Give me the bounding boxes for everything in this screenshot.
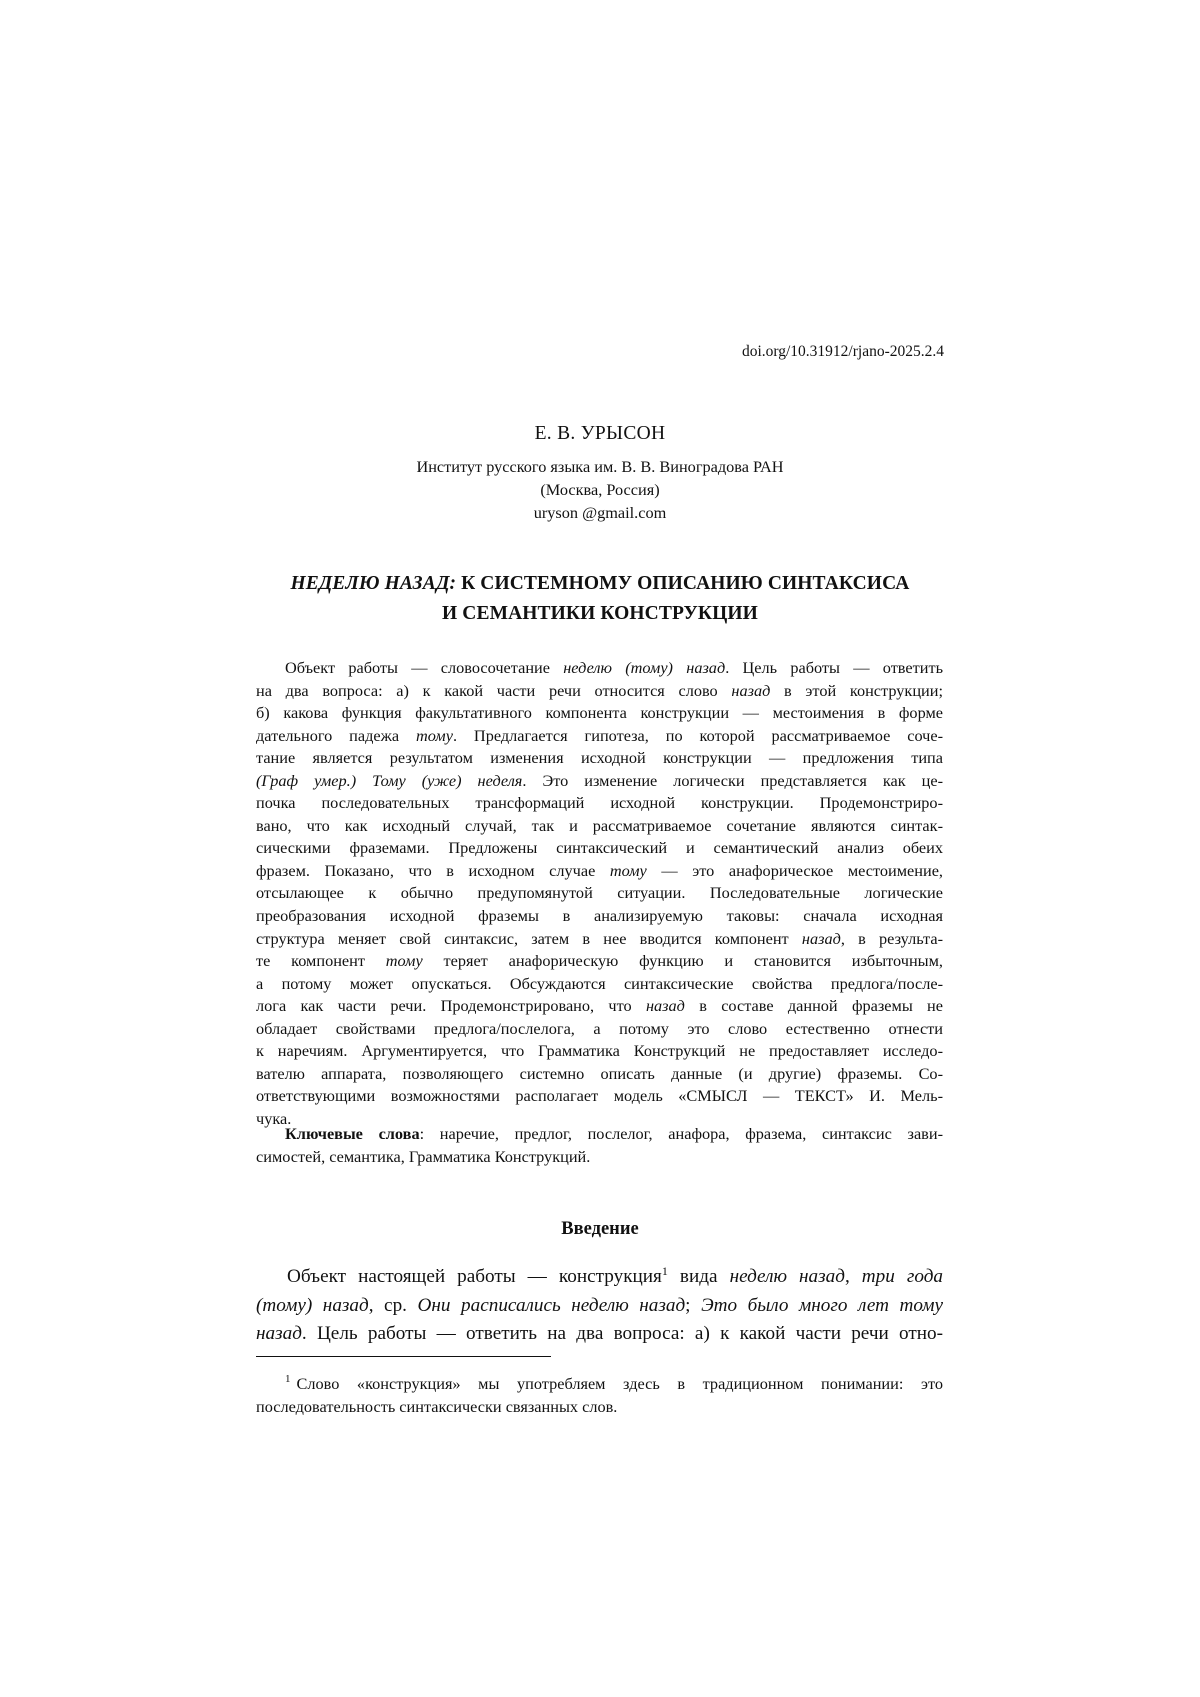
- body-line: [256, 1263, 943, 1292]
- abstract-line: а потому может опускаться. Обсуждаются синтаксические свойства предлога/после-: [256, 973, 943, 993]
- italic-run: назад: [801, 928, 841, 948]
- text-run: на два вопроса: а) к какой части речи относится слово: [256, 680, 732, 700]
- text-run: те компонент: [256, 951, 386, 971]
- title-line-1-text: К СИСТЕМНОМУ ОПИСАНИЮ СИНТАКСИСА: [456, 573, 910, 594]
- text-run: Объект настоящей работы — конструкция: [287, 1266, 662, 1287]
- doi-link[interactable]: doi.org/10.31912/rjano-2025.2.4: [741, 343, 944, 360]
- italic-run: (Граф умер.) Тому (уже) неделя: [256, 770, 523, 790]
- abstract-line: отсылающее к обычно предупомянутой ситуации. Последовательные логические: [256, 883, 943, 903]
- abstract-line: [256, 680, 943, 703]
- abstract-line: [256, 657, 943, 680]
- abstract: [256, 657, 943, 1130]
- abstract-line: [256, 995, 943, 1018]
- text-run: Слово «конструкция» мы употребляем здесь в традиционном понимании: это: [296, 1374, 943, 1393]
- footnote-ref[interactable]: 1: [661, 1264, 668, 1278]
- text-run: теряет анафорическую функцию и становится избыточным,: [422, 951, 943, 971]
- title-line-2: И СЕМАНТИКИ КОНСТРУКЦИИ: [442, 603, 758, 624]
- abstract-line: б) какова функция факультативного компонента конструкции — местоимения в форме: [256, 703, 943, 723]
- text-run: — это анафорическое местоимение,: [646, 860, 943, 880]
- body-paragraph: [256, 1263, 943, 1349]
- title-italic-phrase: НЕДЕЛЮ НАЗАД:: [290, 573, 457, 594]
- italic-run: неделю назад: [729, 1266, 845, 1287]
- italic-run: назад: [731, 680, 771, 700]
- article-title: [0, 569, 1200, 629]
- text-run: Объект работы — словосочетание: [285, 658, 564, 677]
- keywords-line: [256, 1123, 943, 1146]
- text-run: : наречие, предлог, послелог, анафора, фразема, синтаксис зави-: [419, 1124, 943, 1143]
- keywords-line: симостей, семантика, Грамматика Конструкций.: [256, 1146, 591, 1166]
- abstract-line: вателю аппарата, позволяющего системно описать данные (и другие) фраземы. Со-: [256, 1063, 943, 1083]
- text-run: дательного падежа: [256, 725, 417, 745]
- text-run: вида: [667, 1266, 730, 1287]
- abstract-line: [256, 725, 943, 748]
- italic-run: Это было много лет тому: [701, 1294, 943, 1316]
- footnote-line: [256, 1372, 943, 1395]
- author-email[interactable]: uryson @gmail.com: [533, 503, 667, 522]
- text-run: . Цель работы — ответить: [725, 658, 943, 677]
- affiliation-location: (Москва, Россия): [540, 480, 660, 499]
- section-heading: Введение: [561, 1219, 639, 1239]
- body-line: [256, 1292, 943, 1321]
- text-run: лога как части речи. Продемонстрировано, что: [256, 996, 646, 1016]
- footnote: [256, 1372, 943, 1418]
- italic-run: назад: [256, 1323, 302, 1344]
- italic-run: Они расписались неделю назад: [417, 1294, 686, 1316]
- abstract-line: [256, 928, 943, 951]
- abstract-line: преобразования исходной фраземы в анализируемую таковы: сначала исходная: [256, 906, 943, 926]
- title-line-1: [0, 569, 1200, 599]
- italic-run: три года: [861, 1266, 943, 1287]
- abstract-line: обладает свойствами предлога/послелога, а потому это слово естественно отнести: [256, 1018, 943, 1038]
- abstract-line: [256, 860, 943, 883]
- footnote-line: последовательность синтаксически связанных слов.: [256, 1397, 618, 1416]
- body-line: [256, 1320, 943, 1349]
- text-run: . Это изменение логически представляется как це-: [522, 770, 943, 790]
- affiliation-block: [0, 455, 1200, 524]
- abstract-line: почка последовательных трансформаций исходной конструкции. Продемонстриро-: [256, 793, 943, 813]
- text-run: . Предлагается гипотеза, по которой рассматриваемое соче-: [452, 725, 944, 745]
- abstract-line: [256, 950, 943, 973]
- text-run: . Цель работы — ответить на два вопроса: а) к какой части речи отно-: [301, 1323, 943, 1344]
- text-run: структура меняет свой синтаксис, затем в нее вводится компонент: [256, 928, 802, 948]
- keywords-label: Ключевые слова: [285, 1124, 420, 1143]
- abstract-line: вано, что как исходный случай, так и рассматриваемое сочетание являются синтак-: [256, 815, 943, 835]
- italic-run: тому: [609, 860, 647, 880]
- italic-run: тому: [385, 951, 423, 971]
- abstract-line: тание является результатом изменения исходной конструкции — предложения типа: [256, 748, 943, 768]
- text-run: в этой конструкции;: [770, 680, 943, 700]
- abstract-line: к наречиям. Аргументируется, что Грамматика Конструкций не предоставляет исследо-: [256, 1041, 943, 1061]
- abstract-line: [256, 770, 943, 793]
- keywords: [256, 1123, 943, 1168]
- affiliation-institute: Институт русского языка им. В. В. Виноградова РАН: [416, 457, 784, 476]
- footnote-number: 1: [285, 1373, 291, 1385]
- text-run: фразем. Показано, что в исходном случае: [256, 860, 610, 880]
- text-run: в составе данной фраземы не: [684, 996, 943, 1016]
- text-run: , ср.: [368, 1294, 418, 1316]
- author-name: Е. В. УРЫСОН: [534, 423, 666, 444]
- italic-run: тому: [416, 725, 453, 745]
- abstract-line: ответствующими возможностями располагает модель «СМЫСЛ — ТЕКСТ» И. Мель-: [256, 1086, 943, 1106]
- text-run: ,: [844, 1266, 862, 1287]
- abstract-line: сическими фраземами. Предложены синтаксический и семантический анализ обеих: [256, 838, 943, 858]
- italic-run: (тому) назад: [256, 1294, 369, 1316]
- italic-run: неделю (тому) назад: [563, 658, 726, 677]
- text-run: , в результа-: [840, 928, 943, 948]
- text-run: ;: [685, 1294, 702, 1316]
- abstract-line: чука.: [256, 1108, 292, 1128]
- footnote-divider: [256, 1356, 551, 1357]
- italic-run: назад: [645, 996, 685, 1016]
